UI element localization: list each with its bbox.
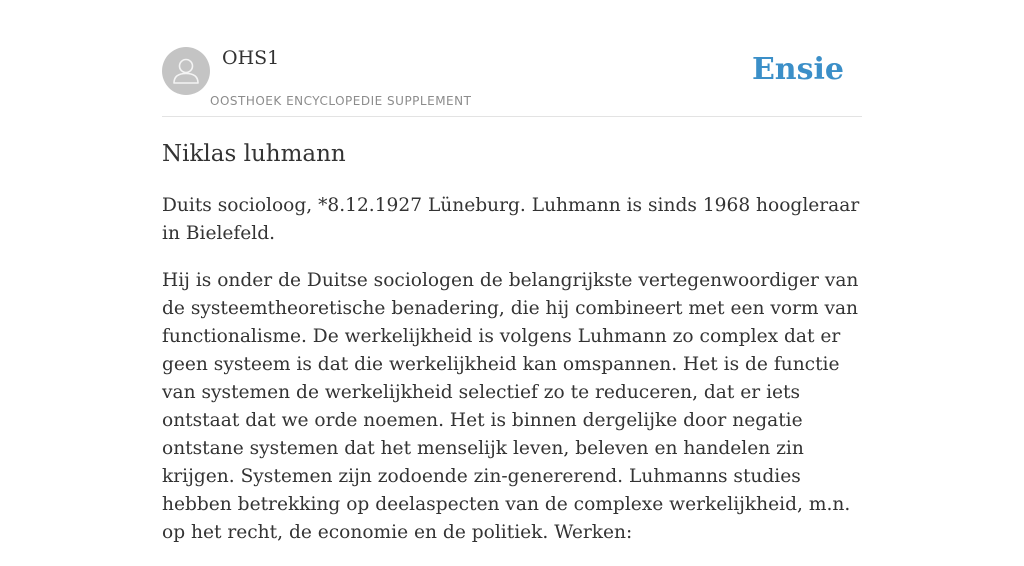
article-body xyxy=(162,192,862,566)
header xyxy=(162,46,862,117)
page-title: Niklas luhmann xyxy=(162,141,346,167)
avatar[interactable] xyxy=(162,47,210,95)
username[interactable]: OHS1 xyxy=(222,47,280,69)
user-icon xyxy=(162,47,210,95)
paragraph: Hij is onder de Duitse sociologen de belangrijkste vertegenwoordiger van de systeemtheoretische benadering, die hij combineert met een vorm van functionalisme. De werkelijkheid is volgens Luhmann zo complex dat er geen systeem is dat die werkelijkheid kan omspannen. Het is de functie van systemen de werkelijkheid selectief zo te reduceren, dat er iets ontstaat dat we orde noemen. Het is binnen dergelijke door negatie ontstane systemen dat het menselijk leven, beleven en handelen zin krijgen. Systemen zijn zodoende zin-genererend. Luhmanns studies hebben betrekking op deelaspecten van de complexe werkelijkheid, m.n. op het recht, de economie en de politiek. Werken: xyxy=(162,270,859,543)
source-label[interactable]: OOSTHOEK ENCYCLOPEDIE SUPPLEMENT xyxy=(210,94,472,108)
paragraph: Duits socioloog, *8.12.1927 Lüneburg. Luhmann is sinds 1968 hoogleraar in Bielefeld. xyxy=(162,195,860,244)
site-logo[interactable]: Ensie xyxy=(751,52,844,87)
